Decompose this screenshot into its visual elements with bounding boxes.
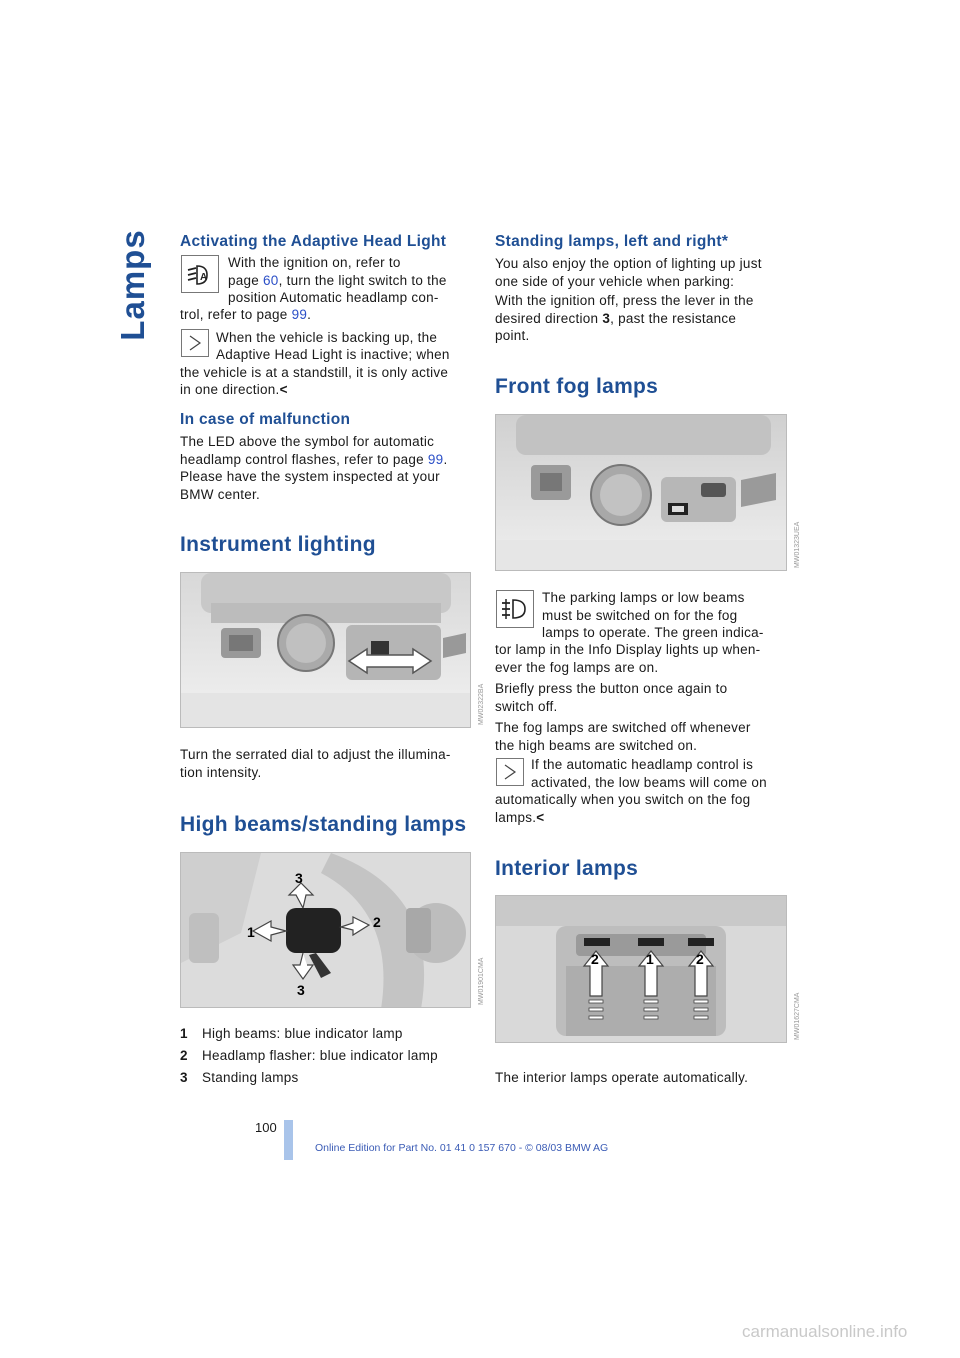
adaptive-paragraph [228, 254, 473, 307]
side-title-text: Lamps [114, 229, 151, 341]
adaptive-paragraph-cont [180, 306, 311, 324]
callout-3-bottom: 3 [297, 982, 305, 998]
legend-item: 2 Headlamp flasher: blue indicator lamp [180, 1048, 438, 1063]
text-line: tion intensity. [180, 764, 262, 780]
edition-footer: Online Edition for Part No. 01 41 0 157 670 - © 08/03 BMW AG [315, 1142, 609, 1154]
text-line: trol, refer to page 99. [180, 307, 312, 322]
malfunction-paragraph [180, 433, 480, 503]
instrument-paragraph [180, 746, 480, 781]
callout-1: 1 [247, 924, 255, 940]
text-line: lamps.< [495, 809, 545, 825]
text-line: You also enjoy the option of lighting up just [495, 256, 762, 271]
fog-paragraph-1 [542, 589, 792, 642]
text-line: in one direction.< [180, 382, 288, 397]
text-line: Briefly press the button once again to [495, 681, 728, 696]
photo-code: MW01627CMA [794, 992, 801, 1040]
text-line: With the ignition on, refer to [228, 255, 401, 270]
page-margin-bar [284, 1120, 293, 1160]
end-marker: < [279, 382, 288, 397]
text-line: desired direction 3, past the resistance [495, 310, 737, 326]
interior-lamps-photo [495, 895, 787, 1043]
heading-high-beams [180, 813, 466, 837]
callout-3-top: 3 [295, 870, 303, 886]
fog-paragraph-3 [495, 719, 795, 754]
text-line: the vehicle is at a standstill, it is only active [180, 364, 449, 380]
text-line: position Automatic headlamp con- [228, 290, 439, 305]
section-heading: High beams/standing lamps [180, 813, 467, 836]
text-line: With the ignition off, press the lever in the [495, 293, 754, 308]
text-line: The fog lamps are switched off whenever [495, 720, 751, 735]
section-heading: Front fog lamps [495, 375, 659, 398]
interior-paragraph [495, 1069, 795, 1087]
callout-1: 1 [646, 951, 654, 967]
text-line: page 60, turn the light switch to the [228, 272, 447, 288]
fog-lamp-icon [496, 590, 534, 628]
standing-paragraph-2 [495, 292, 795, 345]
heading-standing-lamps [495, 233, 728, 251]
site-watermark: carmanualsonline.info [742, 1322, 908, 1341]
page-link-99[interactable]: 99 [291, 307, 308, 322]
legend-list [180, 1025, 480, 1087]
heading-malfunction [180, 411, 350, 429]
fog-note [531, 756, 793, 791]
end-marker: < [536, 809, 545, 825]
text-line: must be switched on for the fog [542, 607, 738, 623]
heading-interior-lamps [495, 857, 638, 881]
section-heading: Standing lamps, left and right* [495, 233, 729, 250]
text-line: ever the fog lamps are on. [495, 659, 659, 675]
legend-item: 1 High beams: blue indicator lamp [180, 1026, 403, 1041]
text-line: automatically when you switch on the fog [495, 792, 751, 807]
photo-code: MW02322BA [478, 683, 485, 725]
text-line: Please have the system inspected at your [180, 469, 440, 484]
section-heading: In case of malfunction [180, 411, 351, 428]
page-link-60[interactable]: 60 [263, 272, 279, 288]
fog-note-cont [495, 791, 795, 826]
fog-paragraph-2 [495, 680, 795, 715]
svg-text:A: A [200, 272, 208, 283]
heading-front-fog-lamps [495, 375, 658, 399]
page-link-99[interactable]: 99 [427, 451, 444, 467]
photo-code: MW01901CMA [478, 957, 485, 1005]
heading-instrument-lighting [180, 533, 376, 557]
callout-2-left: 2 [591, 951, 599, 967]
text-line: Turn the serrated dial to adjust the illumina- [180, 747, 451, 762]
fog-paragraph-1-cont [495, 641, 795, 676]
text-line: When the vehicle is backing up, the [216, 330, 438, 345]
photo-code: MW01323UEA [794, 521, 801, 568]
auto-headlamp-icon [181, 255, 219, 293]
callout-2: 2 [373, 914, 381, 930]
text-line: switch off. [495, 698, 558, 714]
section-heading: Activating the Adaptive Head Light [180, 233, 447, 250]
side-title [113, 230, 153, 340]
text-line: The LED above the symbol for automatic [180, 434, 435, 449]
section-heading: Interior lamps [495, 857, 639, 880]
note-paragraph [216, 329, 476, 347]
text-line: headlamp control flashes, refer to page 99. [180, 451, 448, 467]
section-heading: Instrument lighting [180, 533, 376, 556]
text-line: BMW center. [180, 486, 261, 502]
fog-lamps-photo [495, 414, 787, 571]
note-triangle-icon [496, 758, 524, 786]
text-line: Adaptive Head Light is inactive; when [216, 347, 450, 362]
text-line: The parking lamps or low beams [542, 590, 745, 605]
text-line: one side of your vehicle when parking: [495, 273, 735, 289]
standing-paragraph-1 [495, 255, 795, 290]
text-line: If the automatic headlamp control is [531, 757, 754, 772]
page-number: 100 [255, 1120, 277, 1135]
high-beams-photo [180, 852, 471, 1008]
text-line: lamps to operate. The green indica- [542, 625, 764, 640]
note-paragraph-cont [180, 346, 480, 399]
instrument-lighting-photo [180, 572, 471, 728]
text-line: activated, the low beams will come on [531, 774, 767, 790]
text-line: point. [495, 328, 530, 343]
callout-2-right: 2 [696, 951, 704, 967]
text-line: The interior lamps operate automatically. [495, 1070, 749, 1085]
text-line: the high beams are switched on. [495, 737, 698, 753]
text-line: tor lamp in the Info Display lights up when- [495, 642, 761, 657]
legend-item: 3 Standing lamps [180, 1070, 299, 1085]
heading-adaptive-head-light [180, 233, 446, 251]
